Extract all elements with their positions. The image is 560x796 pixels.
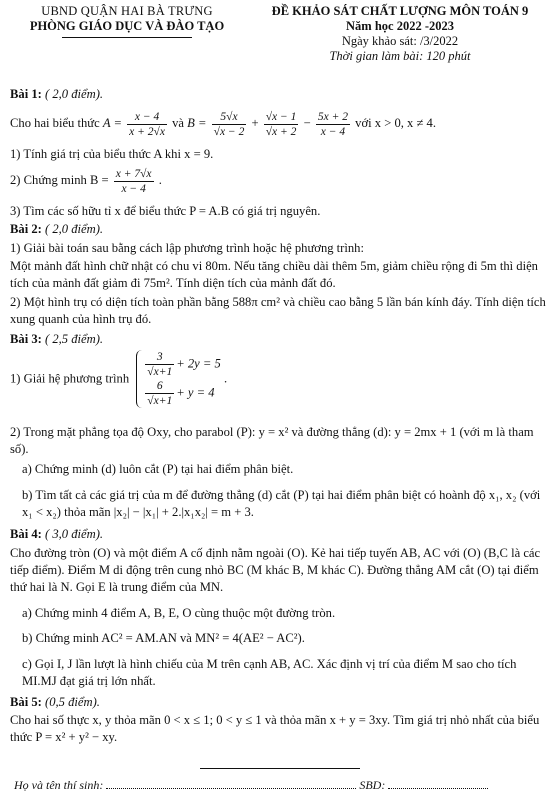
sbd-label: SBD: bbox=[359, 778, 386, 792]
bai1-q2-post: . bbox=[158, 173, 162, 187]
bai1-q2-num: x + 7√x bbox=[115, 167, 152, 180]
expr-b-f3-den: x − 4 bbox=[320, 125, 346, 138]
bai4-qa: a) Chứng minh 4 điểm A, B, E, O cùng thuộc một đường tròn. bbox=[22, 606, 336, 620]
bai3-q2: 2) Trong mặt phẳng tọa độ Oxy, cho parabol (P): y = x² và đường thẳng (d): y = 2mx + 1 (với m là tham số). bbox=[10, 425, 534, 456]
bai3-q1-post: . bbox=[224, 371, 228, 386]
expr-b-f2-den: √x + 2 bbox=[265, 125, 297, 138]
bai5-text: Cho hai số thực x, y thỏa mãn 0 < x ≤ 1; 0 < y ≤ 1 và thỏa mãn x + y = 3xy. Tìm giá trị nhỏ nhất của biểu thức P = x² + y² − xy. bbox=[10, 713, 540, 744]
minus-sign: − bbox=[303, 116, 311, 130]
bai1-expressions bbox=[10, 108, 550, 139]
bai4-title: Bài 4: bbox=[10, 527, 42, 541]
footer bbox=[14, 778, 488, 793]
exam-duration: Thời gian làm bài: 120 phút bbox=[329, 49, 471, 63]
eq1-num: 3 bbox=[145, 350, 174, 365]
eq1-fraction bbox=[145, 350, 174, 379]
name-label: Họ và tên thí sinh: bbox=[14, 778, 104, 792]
bai2-heading bbox=[10, 221, 550, 238]
bai1-q1: 1) Tính giá trị của biểu thức A khi x = 9. bbox=[10, 147, 214, 161]
bai1-intro: Cho hai biểu thức bbox=[10, 116, 100, 130]
eq2-fraction bbox=[145, 379, 174, 408]
expr-b-fraction-1 bbox=[212, 110, 247, 139]
bai2-q2: 2) Một hình trụ có diện tích toàn phần bằng 588π cm² và chiều cao bằng 5 lần bán kính đáy. Tính diện tích xung quanh của hình trụ đó. bbox=[10, 295, 546, 326]
bai3-heading bbox=[10, 331, 550, 348]
bai5-points: (0,5 điểm). bbox=[45, 695, 100, 709]
district-name: UBND QUẬN HAI BÀ TRƯNG bbox=[41, 4, 213, 18]
bai1-heading bbox=[10, 86, 550, 103]
bai1-q2-fraction bbox=[114, 167, 154, 196]
bai1-q2 bbox=[10, 165, 550, 196]
equation-system bbox=[136, 350, 221, 408]
bai4-points: ( 3,0 điểm). bbox=[45, 527, 104, 541]
bai2-q1: 1) Giải bài toán sau bằng cách lập phương trình hoặc hệ phương trình: bbox=[10, 241, 364, 255]
condition: với x > 0, x ≠ 4. bbox=[355, 116, 436, 130]
expr-b-f1-den: √x − 2 bbox=[213, 125, 245, 138]
bai1-q3: 3) Tìm các số hữu tỉ x để biểu thức P = A.B có giá trị nguyên. bbox=[10, 204, 321, 218]
name-blank bbox=[106, 778, 356, 789]
eq2-num: 6 bbox=[145, 379, 174, 394]
bai1-title: Bài 1: bbox=[10, 87, 42, 101]
bai1-q2-den: x − 4 bbox=[121, 182, 146, 195]
eq1-den: √x+1 bbox=[147, 366, 173, 378]
header-left bbox=[22, 4, 232, 38]
equation-2 bbox=[143, 379, 221, 408]
bai4-text: Cho đường tròn (O) và một điểm A cố định nằm ngoài (O). Kẻ hai tiếp tuyến AB, AC với (O) (B,C là các tiếp điểm). Điểm M di động trên cung nhỏ BC (M khác B, M khác C). Đường thẳng AM cắt (O) tại điểm thứ hai là N. Gọi E là trung điểm của MN. bbox=[10, 546, 541, 594]
bai3-title: Bài 3: bbox=[10, 332, 42, 346]
and-word: và bbox=[172, 116, 184, 130]
bai3-q1-pre: 1) Giải hệ phương trình bbox=[10, 371, 130, 386]
bai2-q1-text: Một mảnh đất hình chữ nhật có chu vi 80m. Nếu tăng chiều dài thêm 5m, giảm chiều rộng đi 5m thì diện tích của mảnh đất giảm đi 75m². Tính diện tích của mảnh đất đó. bbox=[10, 259, 538, 290]
equation-1 bbox=[143, 350, 221, 379]
bai5-title: Bài 5: bbox=[10, 695, 42, 709]
eq1-rest: + 2y = 5 bbox=[176, 356, 221, 371]
footer-rule bbox=[200, 768, 360, 769]
plus-sign: + bbox=[251, 116, 259, 130]
bai4-qc: c) Gọi I, J lần lượt là hình chiếu của M trên cạnh AB, AC. Xác định vị trí của điểm M sao cho tích MI.MJ đạt giá trị lớn nhất. bbox=[22, 657, 517, 688]
header-rule bbox=[62, 37, 192, 38]
header-right bbox=[250, 4, 550, 64]
bai3-q2b: b) Tìm tất cả các giá trị của m để đường thẳng (d) cắt (P) tại hai điểm phân biệt có hoành độ x₁, x₂ (với x₁ < x₂) thỏa mãn |x₂| − |x₁| + 2.|x₁x₂| = m + 3. bbox=[22, 488, 541, 519]
bai4-heading bbox=[10, 526, 550, 543]
expr-a-den: x + 2√x bbox=[129, 125, 165, 138]
department-name: PHÒNG GIÁO DỤC VÀ ĐÀO TẠO bbox=[29, 19, 225, 33]
expr-b-f1-num: 5√x bbox=[212, 110, 247, 125]
bai1-points: ( 2,0 điểm). bbox=[45, 87, 104, 101]
expr-b-f2-num: √x − 1 bbox=[265, 110, 297, 123]
eq2-rest: + y = 4 bbox=[176, 385, 215, 400]
sbd-blank bbox=[388, 778, 488, 789]
bai3-q2a: a) Chứng minh (d) luôn cắt (P) tại hai điểm phân biệt. bbox=[22, 462, 294, 476]
bai1-q2-pre: 2) Chứng minh B = bbox=[10, 173, 109, 187]
expr-a-fraction bbox=[127, 110, 167, 139]
expr-b-fraction-2 bbox=[264, 110, 299, 139]
expr-b-fraction-3 bbox=[316, 110, 350, 139]
bai3-q1 bbox=[10, 350, 550, 408]
eq2-den: √x+1 bbox=[147, 395, 173, 407]
bai4-qb: b) Chứng minh AC² = AM.AN và MN² = 4(AE² − AC²). bbox=[22, 631, 305, 645]
bai3-points: ( 2,5 điểm). bbox=[45, 332, 104, 346]
school-year: Năm học 2022 -2023 bbox=[346, 19, 454, 33]
expr-b-f3-num: 5x + 2 bbox=[317, 110, 348, 123]
exam-title: ĐỀ KHẢO SÁT CHẤT LƯỢNG MÔN TOÁN 9 bbox=[271, 4, 529, 18]
expr-b-lhs: B = bbox=[187, 116, 207, 130]
bai5-heading bbox=[10, 694, 550, 711]
bai2-points: ( 2,0 điểm). bbox=[45, 222, 104, 236]
expr-a-num: x − 4 bbox=[127, 110, 167, 125]
expr-a-lhs: A = bbox=[102, 116, 122, 130]
exam-date: Ngày khảo sát: /3/2022 bbox=[341, 34, 459, 48]
bai2-title: Bài 2: bbox=[10, 222, 42, 236]
